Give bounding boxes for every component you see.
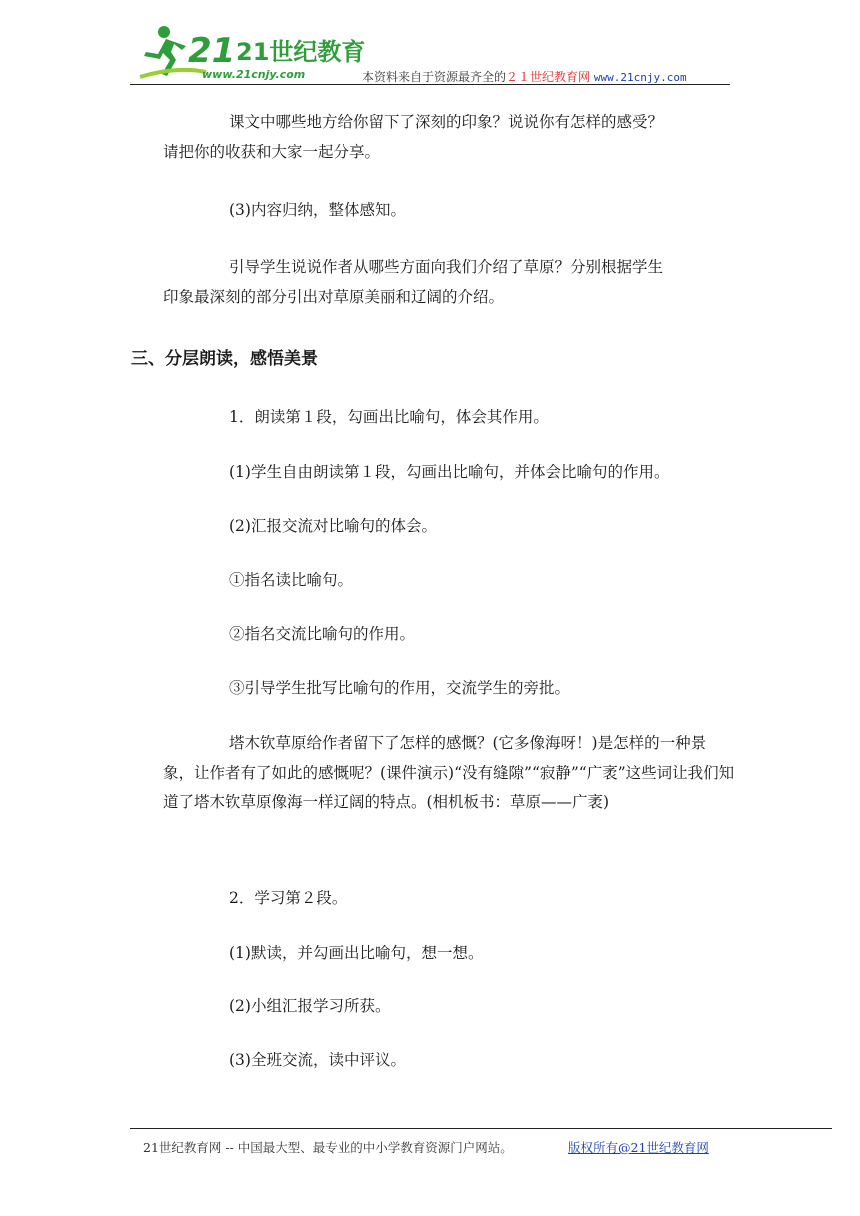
body-paragraph [163,729,735,818]
list-item: (2)小组汇报学习所获。 [229,997,391,1015]
logo-url: www.21cnjy.com [202,68,306,81]
header-site-link[interactable]: www.21cnjy.com [593,71,687,84]
header-note [362,68,687,85]
footer-divider [130,1128,832,1129]
footer-copyright-link[interactable]: 版权所有@21世纪教育网 [568,1140,709,1155]
section-heading: 三、分层朗读，感悟美景 [131,349,318,369]
list-item: (2)汇报交流对比喻句的体会。 [229,517,437,535]
header-divider [130,84,730,85]
list-item: ②指名交流比喻句的作用。 [229,625,416,643]
body-line: 印象最深刻的部分引出对草原美丽和辽阔的介绍。 [163,288,505,306]
logo-title: 21世纪教育 [236,38,366,66]
list-item: 1．朗读第１段，勾画出比喻句，体会其作用。 [229,408,549,426]
list-item: (3)全班交流，读中评议。 [229,1051,406,1069]
body-line: 课文中哪些地方给你留下了深刻的印象？说说你有怎样的感受？ [229,113,664,131]
body-line: 请把你的收获和大家一起分享。 [163,143,381,161]
body-line: (3)内容归纳，整体感知。 [229,201,406,219]
body-paragraph-text: 塔木钦草原给作者留下了怎样的感慨？(它多像海呀！)是怎样的一种景象，让作者有了如此的感慨呢？(课件演示)“没有缝隙”“寂静”“广袤”这些词让我们知道了塔木钦草原像海一样辽阔的特点。(相机板书：草原——广袤) [163,734,735,811]
page-header [130,20,730,86]
list-item: ③引导学生批写比喻句的作用，交流学生的旁批。 [229,679,571,697]
site-logo[interactable] [136,22,366,84]
header-brand-link[interactable]: ２１世纪教育网 [506,70,591,84]
logo-number: 21 [188,31,236,71]
footer-text: 21世纪教育网 -- 中国最大型、最专业的中小学教育资源门户网站。 [143,1140,513,1155]
list-item: 2．学习第２段。 [229,889,348,907]
list-item: (1)默读，并勾画出比喻句，想一想。 [229,944,484,962]
list-item: ①指名读比喻句。 [229,571,354,589]
list-item: (1)学生自由朗读第１段，勾画出比喻句，并体会比喻句的作用。 [229,463,670,481]
header-note-prefix: 本资料来自于资源最齐全的 [362,70,507,84]
body-line: 引导学生说说作者从哪些方面向我们介绍了草原？分别根据学生 [229,258,664,276]
